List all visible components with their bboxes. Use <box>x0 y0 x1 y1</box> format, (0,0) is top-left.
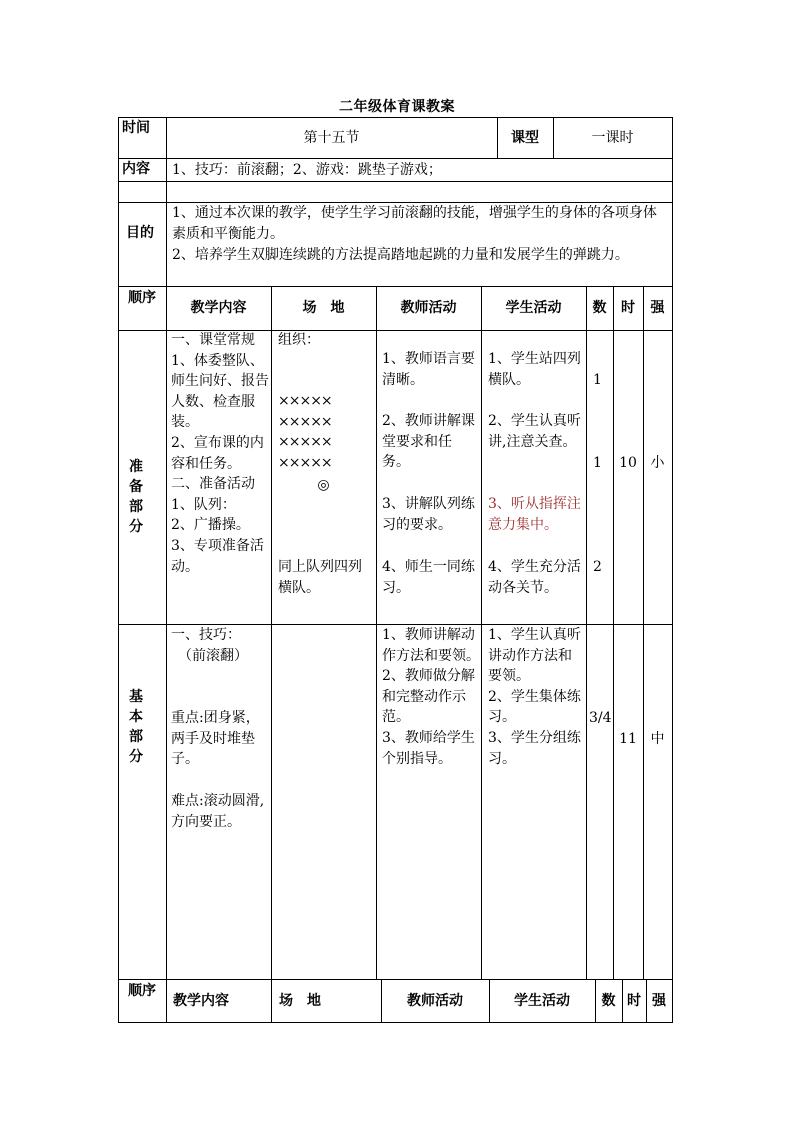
bottom-col-count: 数 <box>601 993 616 1009</box>
teacher-position-marker: ◎ <box>317 477 330 493</box>
prep-time: 10 <box>619 455 637 471</box>
formation-row: ××××× <box>278 434 332 451</box>
basic-student-item: 1、学生认真听讲动作方法和要领。 <box>488 627 581 685</box>
prep-student-3: 3、听从指挥注意力集中。 <box>488 496 581 533</box>
prep-content <box>171 330 269 577</box>
col-teacher: 教师活动 <box>400 300 457 316</box>
basic-student <box>488 625 584 769</box>
col-order: 顺序 <box>128 290 156 306</box>
prep-teacher-1: 1、教师语言要清晰。 <box>382 351 475 388</box>
basic-key-point: 重点:团身紧，两手及时堆垫子。 <box>171 710 260 768</box>
basic-intensity: 中 <box>650 731 665 747</box>
col-count: 数 <box>592 300 607 316</box>
bottom-col-order: 顺序 <box>128 983 156 999</box>
prep-venue-same: 同上队列四列横队。 <box>278 559 362 596</box>
content-value: 1、技巧：前滚翻；2、游戏：跳垫子游戏； <box>172 162 442 178</box>
formation-row: ××××× <box>278 413 332 430</box>
type-value: 一课时 <box>591 130 634 146</box>
prep-venue-org: 组织： <box>278 332 320 348</box>
prep-content-line: 1、体委整队、师生问好、报告人数、检查服装。 <box>171 352 269 431</box>
prep-content-line: 2、宣布课的内容和任务。 <box>171 434 264 472</box>
basic-teacher-item: 3、教师给学生个别指导。 <box>382 729 475 767</box>
prep-content-line: 二、准备活动 <box>171 476 255 493</box>
prep-count-1: 1 <box>593 372 602 388</box>
prep-teacher-2: 2、教师讲解课堂要求和任务。 <box>382 413 475 471</box>
bottom-col-content: 教学内容 <box>173 993 229 1009</box>
bottom-col-time: 时 <box>627 993 641 1009</box>
time-label: 时间 <box>122 120 150 136</box>
basic-teacher <box>382 625 480 769</box>
basic-teacher-item: 2、教师做分解和完整动作示范。 <box>382 668 475 726</box>
prep-content-line: 3、专项准备活动。 <box>171 537 264 575</box>
prep-content-line: 1、队列： <box>171 496 236 513</box>
prep-content-line: 2、广播操。 <box>171 517 250 534</box>
basic-student-item: 2、学生集体练习。 <box>488 688 581 726</box>
content-label: 内容 <box>122 161 150 177</box>
bottom-col-student: 学生活动 <box>514 993 570 1009</box>
prep-intensity: 小 <box>650 455 665 471</box>
page-title: 二年级体育课教案 <box>339 99 455 115</box>
basic-student-item: 3、学生分组练习。 <box>488 729 581 767</box>
goal-line-1: 1、通过本次课的教学，使学生学习前滚翻的技能，增强学生的身体的各项身体素质和平衡能力。 <box>172 205 657 242</box>
bottom-col-intensity: 强 <box>652 993 666 1009</box>
prep-student-4: 4、学生充分活动各关节。 <box>488 559 581 596</box>
bottom-col-venue: 场 地 <box>279 993 321 1009</box>
col-time: 时 <box>621 300 635 316</box>
col-venue: 场 地 <box>302 300 345 316</box>
formation-row: ××××× <box>278 454 332 471</box>
basic-time: 11 <box>619 731 637 747</box>
goal-line-2: 2、培养学生双脚连续跳的方法提高踏地起跳的力量和发展学生的弹跳力。 <box>172 247 629 263</box>
basic-content-sub: （前滚翻） <box>178 648 248 664</box>
basic-section-label: 基本部分 <box>129 689 143 765</box>
prep-student-1: 1、学生站四列横队。 <box>488 351 581 388</box>
col-content: 教学内容 <box>190 300 247 316</box>
formation-row: ××××× <box>278 393 332 409</box>
prep-student-2: 2、学生认真听讲,注意关查。 <box>488 413 581 450</box>
prep-count-2: 1 <box>593 455 602 471</box>
basic-content-title: 一、技巧： <box>171 627 241 643</box>
prep-section-label: 准备部分 <box>129 459 143 535</box>
basic-count: 3/4 <box>589 710 612 726</box>
prep-teacher-4: 4、师生一同练习。 <box>382 559 475 596</box>
bottom-col-teacher: 教师活动 <box>407 993 463 1009</box>
col-student: 学生活动 <box>505 300 562 316</box>
goal-label: 目的 <box>126 225 154 241</box>
basic-difficulty: 难点:滚动圆滑,方向要正。 <box>171 793 265 830</box>
time-value: 第十五节 <box>303 130 360 146</box>
prep-teacher-3: 3、讲解队列练习的要求。 <box>382 496 475 533</box>
prep-formation <box>278 391 368 473</box>
basic-teacher-item: 1、教师讲解动作方法和要领。 <box>382 627 480 664</box>
col-intensity: 强 <box>650 300 665 316</box>
prep-content-line: 一、课堂常规 <box>171 332 255 348</box>
type-label: 课型 <box>511 130 539 146</box>
prep-count-3: 2 <box>593 559 602 575</box>
